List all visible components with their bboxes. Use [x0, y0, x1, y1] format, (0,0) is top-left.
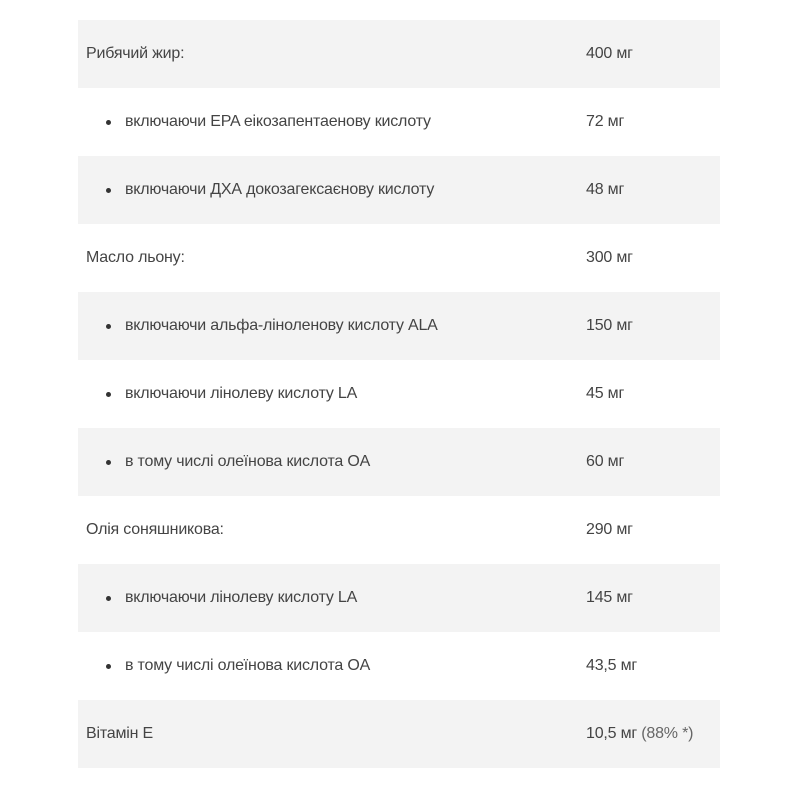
bullet-icon — [106, 596, 111, 601]
row-value: 300 мг — [586, 249, 633, 266]
row-name — [78, 521, 586, 539]
row-value: 43,5 мг — [586, 657, 638, 674]
row-label: включаючи лінолеву кислоту LA — [125, 589, 358, 606]
row-name — [78, 589, 586, 607]
row-label: включаючи EPA еікозапентаенову кислоту — [125, 113, 431, 130]
row-name — [78, 45, 586, 63]
table-row — [78, 360, 720, 428]
bullet-icon — [106, 324, 111, 329]
row-name — [78, 113, 586, 131]
bullet-icon — [106, 188, 111, 193]
bullet-icon — [106, 120, 111, 125]
row-name — [78, 725, 586, 743]
row-name — [78, 385, 586, 403]
row-name — [78, 249, 586, 267]
nutrition-table — [78, 20, 720, 768]
table-row — [78, 564, 720, 632]
row-name — [78, 657, 586, 675]
row-label: в тому числі олеїнова кислота OA — [125, 453, 371, 470]
row-value: 45 мг — [586, 385, 625, 402]
row-label: Масло льону: — [86, 249, 185, 266]
daily-value-note: (88% *) — [641, 725, 694, 742]
table-row — [78, 292, 720, 360]
row-value: 60 мг — [586, 453, 625, 470]
table-row — [78, 700, 720, 768]
row-label: Олія соняшникова: — [86, 521, 224, 538]
row-label: включаючи лінолеву кислоту LA — [125, 385, 358, 402]
row-value-amount: 10,5 мг — [586, 725, 638, 742]
row-label: включаючи альфа-ліноленову кислоту ALA — [125, 317, 438, 334]
row-label: включаючи ДХА докозагексаєнову кислоту — [125, 181, 435, 198]
bullet-icon — [106, 392, 111, 397]
row-value: 150 мг — [586, 317, 633, 334]
row-name — [78, 453, 586, 471]
row-value: 290 мг — [586, 521, 633, 538]
table-row — [78, 20, 720, 88]
table-row — [78, 428, 720, 496]
table-row — [78, 496, 720, 564]
row-label: Вітамін Е — [86, 725, 153, 742]
row-name — [78, 317, 586, 335]
row-value — [586, 725, 720, 743]
row-name — [78, 181, 586, 199]
row-label: в тому числі олеїнова кислота OA — [125, 657, 371, 674]
row-value: 72 мг — [586, 113, 625, 130]
bullet-icon — [106, 664, 111, 669]
row-value: 145 мг — [586, 589, 633, 606]
table-row — [78, 156, 720, 224]
table-row — [78, 88, 720, 156]
row-label: Рибячий жир: — [86, 45, 185, 62]
table-row — [78, 224, 720, 292]
row-value: 48 мг — [586, 181, 625, 198]
table-row — [78, 632, 720, 700]
bullet-icon — [106, 460, 111, 465]
row-value: 400 мг — [586, 45, 633, 62]
